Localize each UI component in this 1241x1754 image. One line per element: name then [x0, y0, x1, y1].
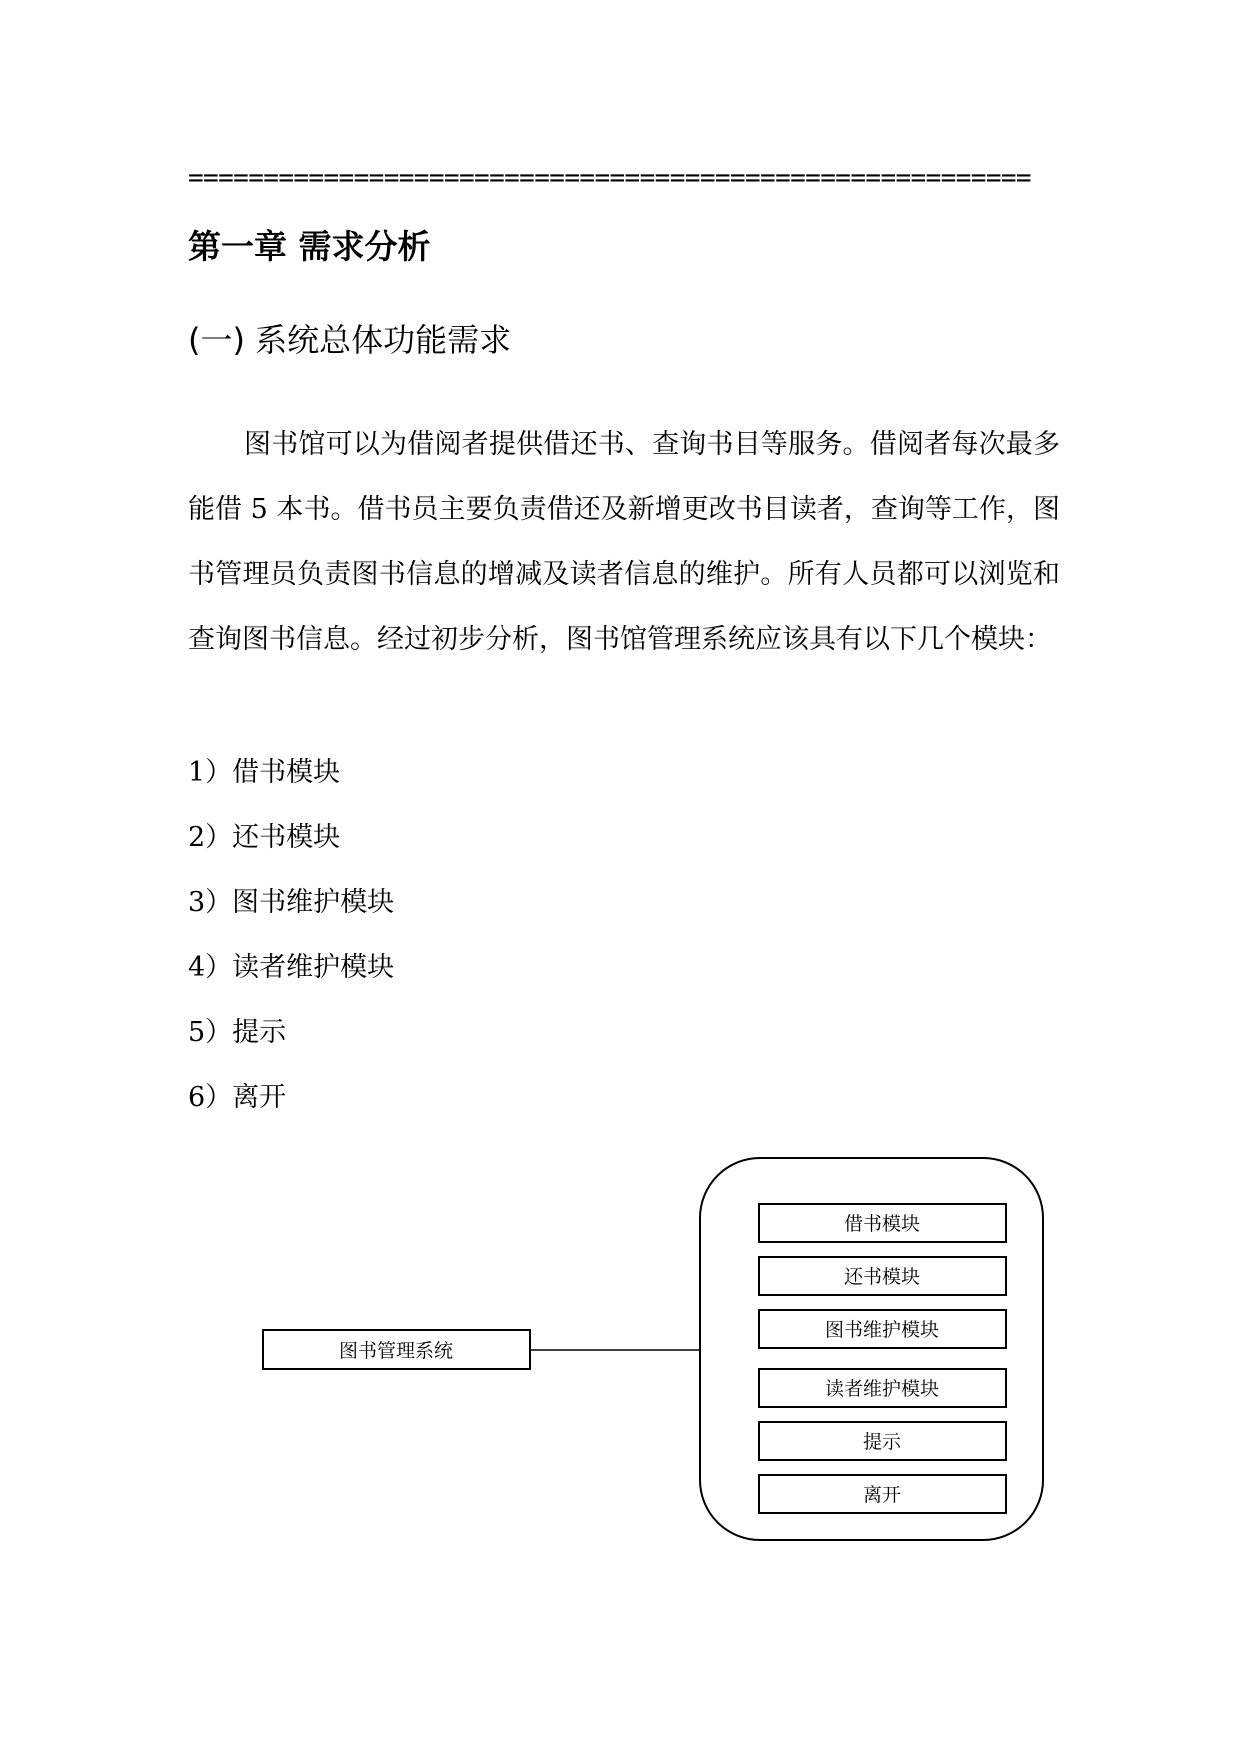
- section-title: (一) 系统总体功能需求: [188, 321, 512, 359]
- list-item: 4）读者维护模块: [188, 952, 395, 983]
- intro-paragraph: 图书馆可以为借阅者提供借还书、查询书目等服务。借阅者每次最多能借 5 本书。借书员主要负责借还及新增更改书目读者，查询等工作，图书管理员负责图书信息的增减及读者信息的维护。所有人员都可以浏览和查询图书信息。经过初步分析，图书馆管理系统应该具有以下几个模块：: [188, 429, 1060, 655]
- root-box-label: 图书管理系统: [338, 1340, 454, 1362]
- child-box-label: 还书模块: [843, 1266, 921, 1288]
- divider-line: ========================================================: [188, 164, 1031, 192]
- child-box-label: 离开: [862, 1484, 902, 1506]
- list-item: 1）借书模块: [188, 757, 341, 788]
- list-item: 3）图书维护模块: [188, 887, 395, 918]
- list-item: 6）离开: [188, 1082, 287, 1113]
- list-item: 2）还书模块: [188, 822, 341, 853]
- child-box-label: 读者维护模块: [824, 1378, 940, 1400]
- child-box-label: 提示: [862, 1431, 902, 1453]
- list-item: 5）提示: [188, 1017, 287, 1048]
- child-box-label: 图书维护模块: [824, 1319, 940, 1341]
- chapter-title: 第一章 需求分析: [188, 227, 431, 266]
- child-box-label: 借书模块: [843, 1213, 921, 1235]
